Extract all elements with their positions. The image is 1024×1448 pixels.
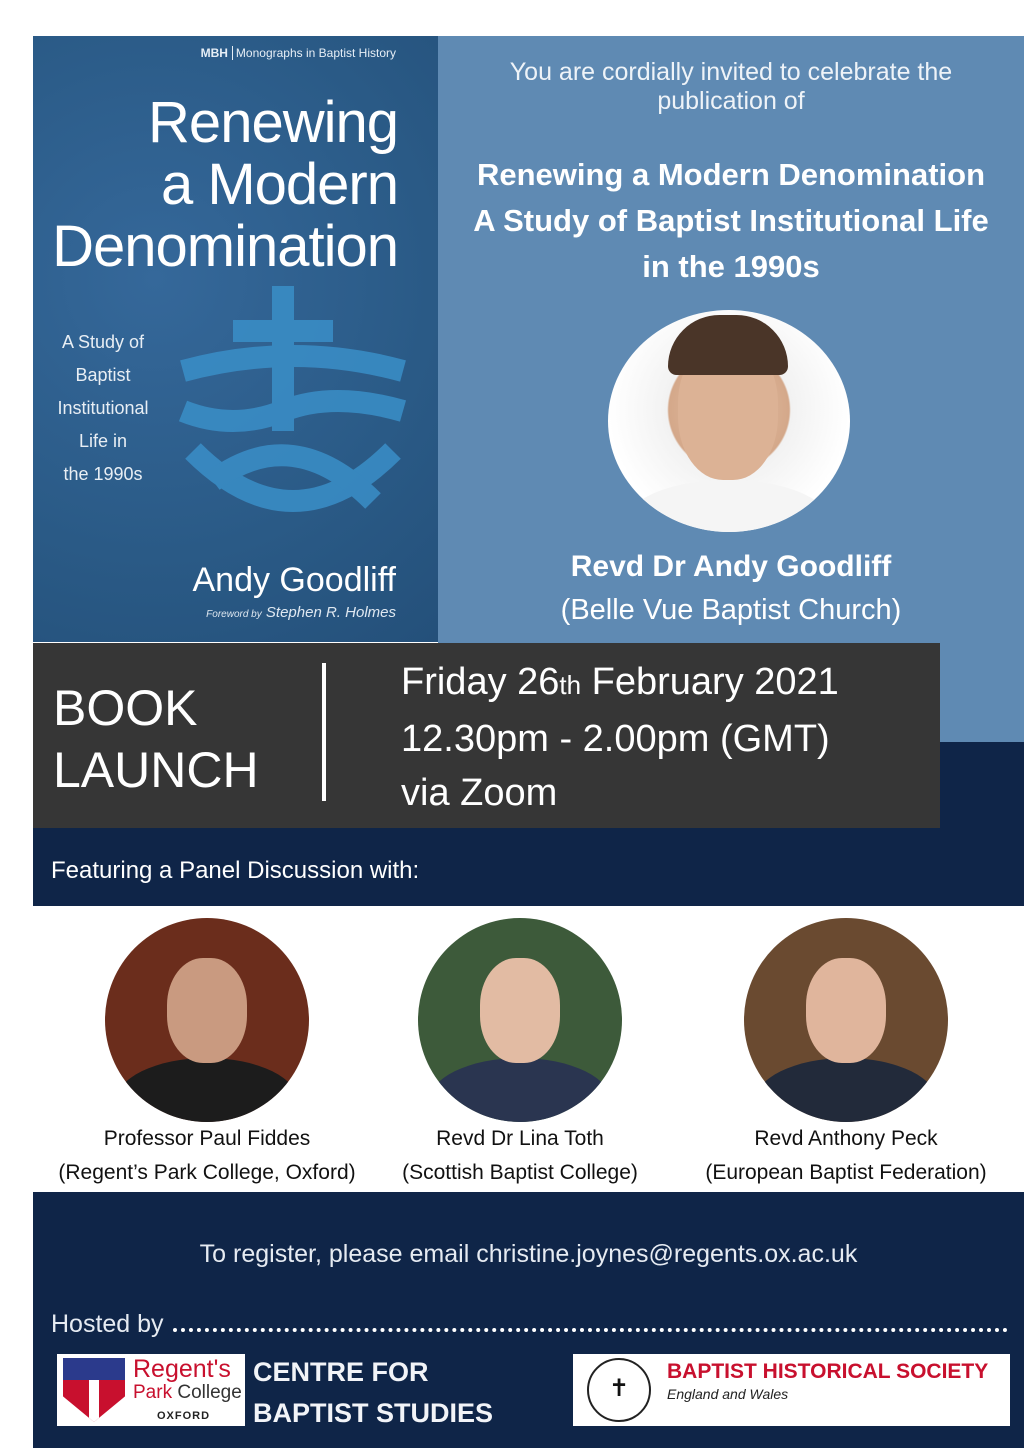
panelist-photo [105,918,309,1122]
baptist-historical-society-logo: ✝ BAPTIST HISTORICAL SOCIETY England and Wales [573,1354,1010,1426]
speaker-church: (Belle Vue Baptist Church) [560,594,902,626]
register-text: To register, please email christine.joynes@regents.ox.ac.uk [199,1240,858,1268]
invitation-text: You are cordially invited to celebrate the publication of [509,58,953,115]
footer [33,1192,1024,1448]
cover-subtitle: A Study of Baptist Institutional Life in the 1990s [57,332,149,484]
cover-foreword: Foreword by Stephen R. Holmes [206,604,396,621]
featuring-heading: Featuring a Panel Discussion with: [51,857,420,884]
panelist-photo [418,918,622,1122]
book-title: Renewing a Modern Denomination A Study of Baptist Institutional Life in the 1990s [473,157,989,284]
speaker-name: Revd Dr Andy Goodliff [570,550,892,583]
centre-for-baptist-studies: CENTRE FOR BAPTIST STUDIES [253,1357,494,1428]
book-launch-label: BOOK LAUNCH [53,680,259,798]
book-cover [33,36,438,642]
event-bar [33,643,940,828]
panelist-affiliation: (Regent’s Park College, Oxford) [58,1161,356,1184]
panelist-name: Professor Paul Fiddes [103,1127,311,1150]
shield-icon [63,1358,125,1422]
cross-emblem-icon [173,281,413,571]
series-label: MBH Monographs in Baptist History [200,46,396,60]
cover-title: Renewing a Modern Denomination [52,90,398,279]
cross-seal-icon: ✝ [587,1358,651,1422]
panelist-affiliation: (Scottish Baptist College) [402,1161,638,1184]
event-details [401,655,839,820]
invitation-panel [438,36,1024,742]
event-time: 12.30pm - 2.00pm (GMT) [401,718,830,760]
dotted-rule [173,1328,1008,1332]
author-photo [608,310,850,532]
divider [322,663,326,801]
panelist-photo [744,918,948,1122]
event-venue: via Zoom [401,772,558,814]
panelist-name: Revd Anthony Peck [754,1127,938,1150]
panelist [360,918,680,1190]
hosted-by-label: Hosted by [51,1310,164,1338]
panelist-name: Revd Dr Lina Toth [436,1127,604,1150]
panelist-affiliation: (European Baptist Federation) [705,1161,987,1184]
event-date: Friday 26th February 2021 [401,661,839,703]
regents-park-logo: Regent's Park College OXFORD [57,1354,245,1426]
cover-author: Andy Goodliff [192,561,396,599]
panelist [686,918,1006,1190]
panelist [47,918,367,1190]
